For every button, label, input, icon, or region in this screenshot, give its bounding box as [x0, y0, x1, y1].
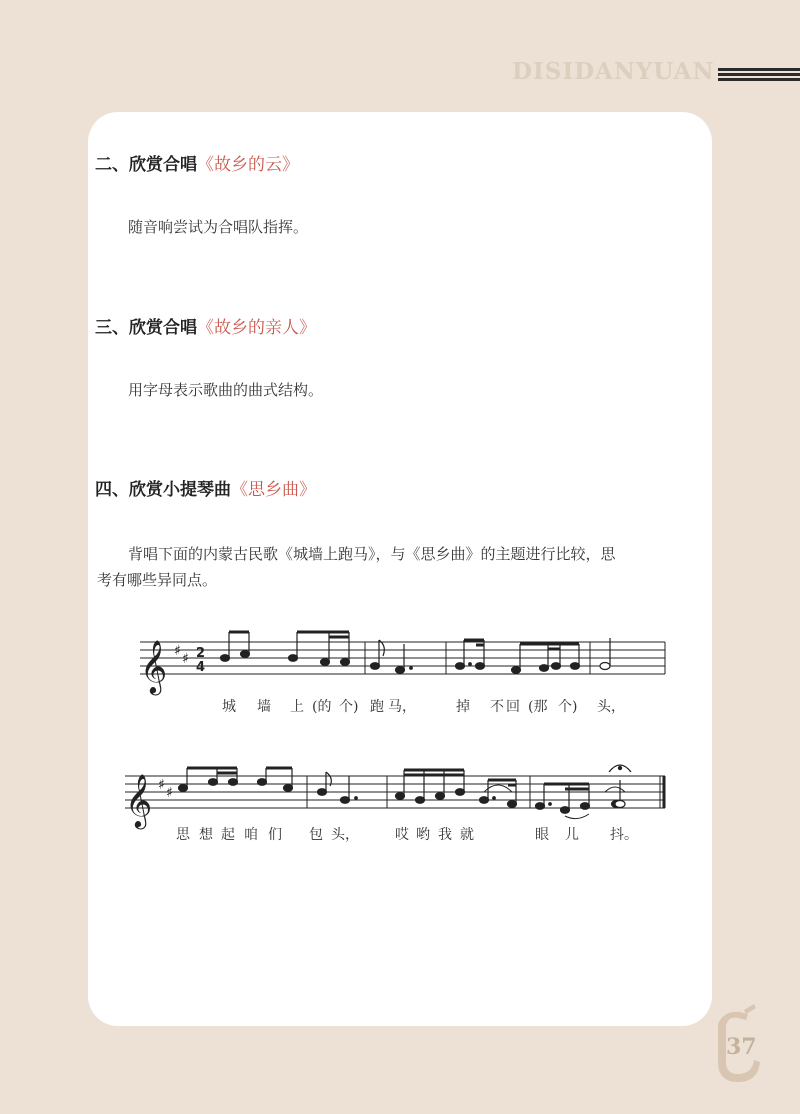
time-sig-top: 2 [196, 646, 206, 661]
lyric-syllable: 包 [309, 827, 323, 843]
lyric-syllable: 跑 [370, 699, 384, 715]
section-3-instruction: 用字母表示歌曲的曲式结构。 [128, 381, 324, 399]
lyrics-line-2 [176, 826, 638, 843]
lyric-syllable: (那 [528, 699, 548, 715]
page-number: 37 [726, 1034, 757, 1060]
lyric-syllable: 掉 [456, 699, 470, 715]
sharp-icon: ♯ [174, 643, 181, 659]
lyric-syllable: 就 [460, 827, 474, 843]
treble-clef-icon: 𝄞 [140, 639, 168, 693]
lyric-syllable: (的 [312, 699, 332, 715]
lyric-syllable: 头， [597, 699, 625, 715]
lyric-syllable: 回 [506, 699, 520, 715]
lyric-syllable: 儿 [565, 827, 579, 843]
lyric-syllable: 思 [176, 827, 190, 843]
section-3-label: 三、欣赏合唱 [95, 318, 197, 338]
lyric-syllable: 马， [388, 699, 416, 715]
sharp-icon: ♯ [158, 777, 165, 793]
lyric-syllable: 不 [490, 699, 504, 715]
treble-clef-icon: 𝄞 [125, 773, 153, 827]
section-2-instruction: 随音响尝试为合唱队指挥。 [128, 218, 309, 236]
notes-line-1 [221, 632, 611, 673]
lyric-syllable: 我 [438, 827, 452, 843]
section-4-instruction-line1: 背唱下面的内蒙古民歌《城墙上跑马》，与《思乡曲》的主题进行比较，思 [128, 545, 616, 563]
lyric-syllable: 城 [222, 699, 236, 715]
section-4-label: 四、欣赏小提琴曲 [95, 480, 231, 500]
running-title: DISIDANYUAN [512, 58, 715, 85]
lyrics-line-1 [222, 698, 625, 715]
sharp-icon: ♯ [182, 651, 189, 667]
lyric-syllable: 头， [331, 827, 359, 843]
lyric-syllable: 哎 [395, 827, 409, 843]
sharp-icon: ♯ [166, 785, 173, 801]
lyric-syllable: 个) [558, 699, 578, 715]
lyric-syllable: 抖。 [610, 827, 638, 843]
section-2-label: 二、欣赏合唱 [95, 155, 197, 175]
lyric-syllable: 眼 [535, 827, 549, 843]
lyric-syllable: 们 [268, 827, 282, 843]
section-2-title: 《故乡的云》 [197, 155, 299, 175]
lyric-syllable: 个) [339, 699, 359, 715]
lyric-syllable: 咱 [244, 827, 258, 843]
section-3-title: 《故乡的亲人》 [197, 318, 316, 338]
time-sig-bottom: 4 [196, 660, 206, 675]
lyric-syllable: 想 [199, 827, 213, 843]
lyric-syllable: 起 [221, 827, 235, 843]
lyric-syllable: 哟 [416, 827, 430, 843]
section-4-instruction-line2: 考有哪些异同点。 [97, 571, 218, 589]
lyric-syllable: 上 [290, 699, 304, 715]
lyric-syllable: 墙 [257, 699, 271, 715]
section-4-title: 《思乡曲》 [231, 480, 316, 500]
